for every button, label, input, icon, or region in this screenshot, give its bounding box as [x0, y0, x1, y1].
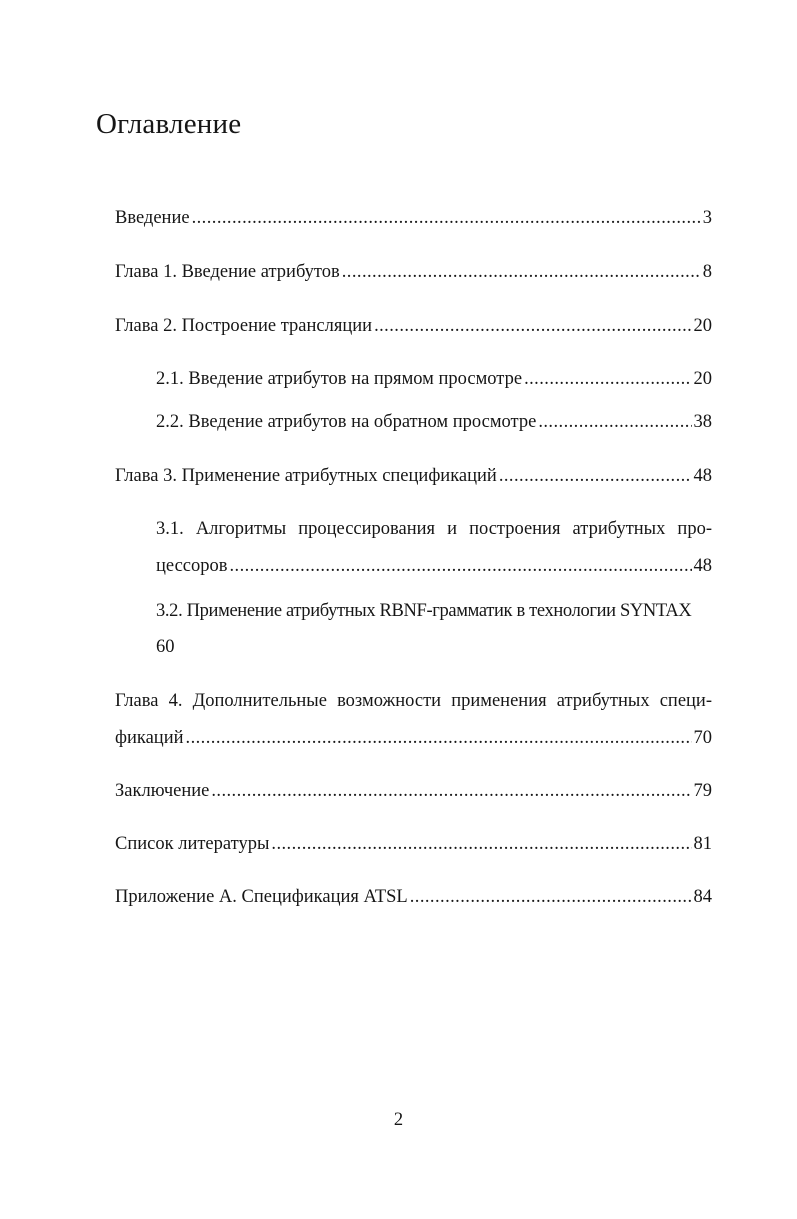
toc-entry-section-2-1[interactable]: [156, 366, 712, 392]
toc-entry-page: 48: [693, 556, 712, 576]
toc-entry-introduction[interactable]: [115, 205, 712, 231]
toc-entry-section-3-1[interactable]: [156, 553, 712, 579]
toc-entry-chapter-4-line-1[interactable]: Глава 4. Дополнительные возможности применения атрибутных специ-: [115, 691, 712, 711]
toc-entry-chapter-2[interactable]: [115, 313, 712, 339]
toc-entry-chapter-4[interactable]: [115, 725, 712, 751]
toc-entry-references[interactable]: [115, 831, 712, 857]
toc-entry-title: 2.2. Введение атрибутов на обратном просмотре: [156, 412, 537, 432]
dot-leader: [186, 725, 692, 751]
toc-entry-appendix-a[interactable]: [115, 884, 712, 910]
dot-leader: [538, 409, 691, 435]
toc-entry-page: 38: [693, 412, 712, 432]
dot-leader: [271, 831, 691, 857]
toc-entry-title-continued: цессоров: [156, 556, 228, 576]
dot-leader: [410, 884, 692, 910]
dot-leader: [211, 778, 691, 804]
toc-entry-chapter-1[interactable]: [115, 259, 712, 285]
toc-entry-page: 8: [702, 262, 712, 282]
toc-entry-title: Приложение А. Спецификация ATSL: [115, 887, 408, 907]
toc-entry-page: 3: [702, 208, 712, 228]
toc-entry-title: Глава 3. Применение атрибутных спецификаций: [115, 466, 497, 486]
toc-entry-page: 79: [693, 781, 712, 801]
page-title: Оглавление: [96, 108, 242, 140]
toc-entry-title: Глава 2. Построение трансляции: [115, 316, 373, 336]
toc-entry-page: 20: [693, 316, 712, 336]
toc-entry-title: Введение: [115, 208, 190, 228]
dot-leader: [229, 553, 691, 579]
toc-entry-page: 84: [693, 887, 712, 907]
toc-entry-title: Список литературы: [115, 834, 270, 854]
dot-leader: [192, 205, 701, 231]
toc-entry-chapter-3[interactable]: [115, 463, 712, 489]
toc-entry-page: 20: [693, 369, 712, 389]
dot-leader: [499, 463, 692, 489]
toc-entry-section-2-2[interactable]: [156, 409, 712, 435]
toc-entry-title-continued: фикаций: [115, 728, 184, 748]
toc-entry-conclusion[interactable]: [115, 778, 712, 804]
dot-leader: [374, 313, 691, 339]
toc-entry-title: Заключение: [115, 781, 210, 801]
toc-entry-section-3-1-line-1[interactable]: 3.1. Алгоритмы процессирования и построения атрибутных про-: [156, 519, 712, 539]
toc-entry-section-3-2-line-1[interactable]: 3.2. Применение атрибутных RBNF-грамматик в технологии SYNTAX: [156, 601, 692, 621]
dot-leader: [342, 259, 701, 285]
toc-entry-page: 48: [693, 466, 712, 486]
toc-entry-section-3-2-page: 60: [156, 637, 175, 657]
toc-entry-page: 70: [693, 728, 712, 748]
toc-entry-title: 2.1. Введение атрибутов на прямом просмотре: [156, 369, 523, 389]
toc-entry-title: Глава 1. Введение атрибутов: [115, 262, 340, 282]
toc-entry-page: 81: [693, 834, 712, 854]
dot-leader: [524, 366, 691, 392]
page-number: 2: [393, 1110, 404, 1130]
